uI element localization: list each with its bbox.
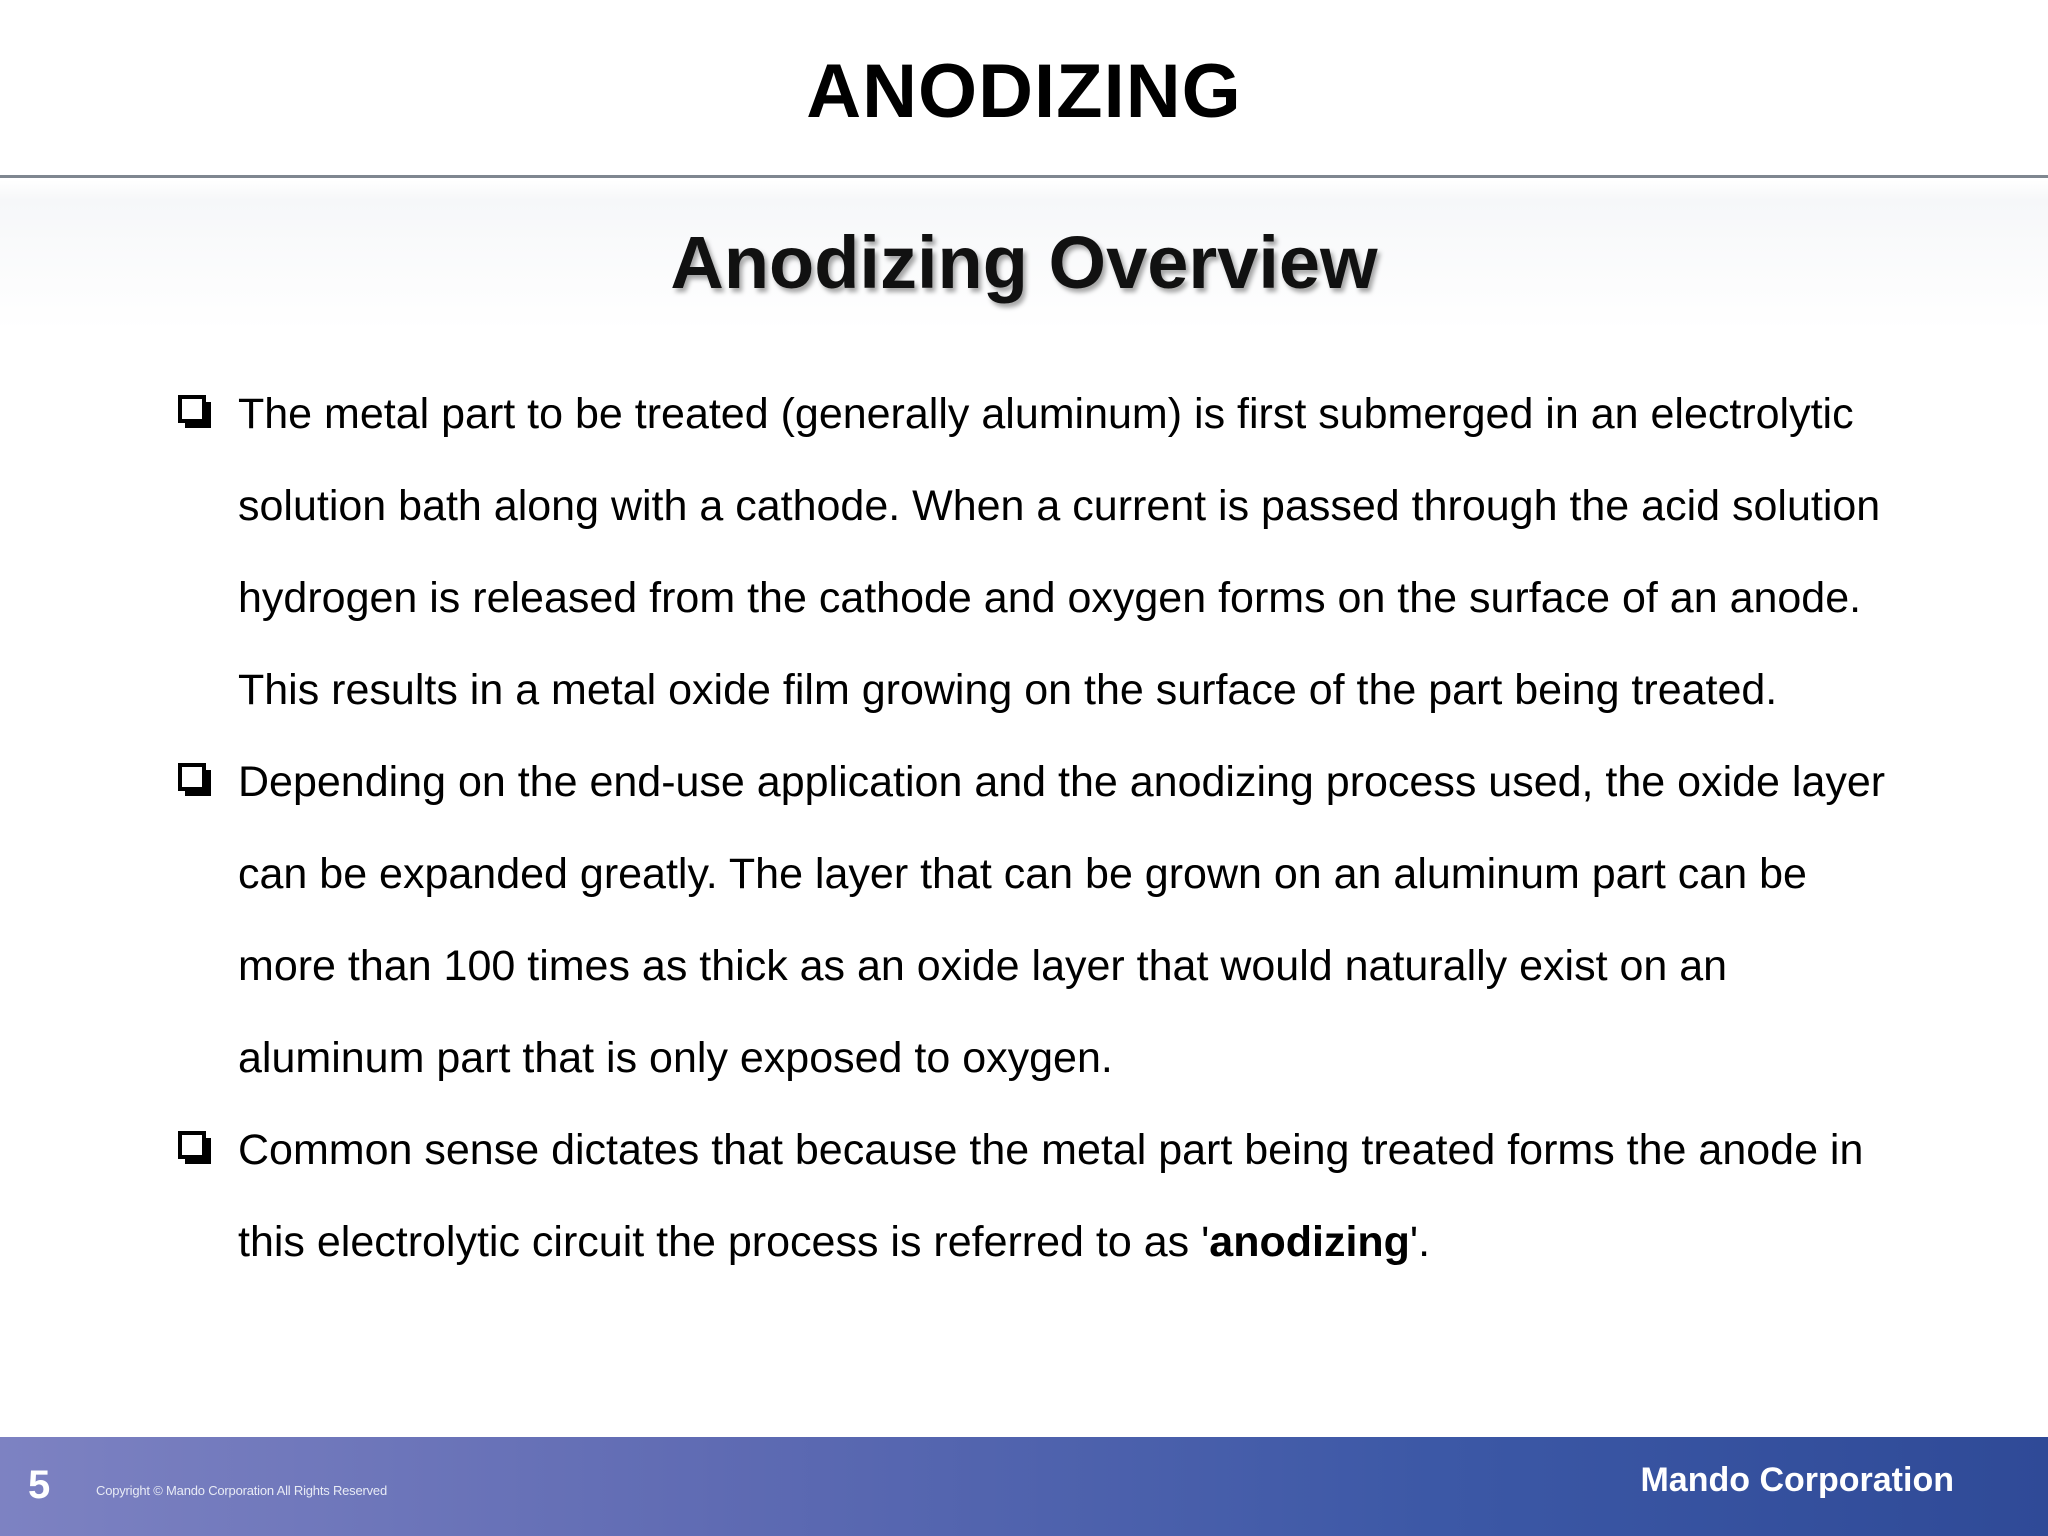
bullet-text-end: '. bbox=[1409, 1218, 1431, 1266]
page-title: ANODIZING bbox=[806, 49, 1242, 134]
bullet-list bbox=[170, 368, 1890, 1288]
list-item bbox=[170, 736, 1890, 1104]
copyright-text: Copyright © Mando Corporation All Rights Reserved bbox=[96, 1483, 387, 1498]
checkbox-icon bbox=[178, 1131, 206, 1159]
section-title: Anodizing Overview bbox=[670, 221, 1378, 304]
checkbox-icon bbox=[178, 763, 206, 791]
bullet-text: Depending on the end-use application and the anodizing process used, the oxide layer can be expanded greatly. The layer that can be grown on an aluminum part can be more than 100 times as thick as an oxide layer that would naturally exist on an aluminum part that is only exposed to oxygen. bbox=[238, 758, 1886, 1082]
checkbox-icon bbox=[178, 395, 206, 423]
brand-logo-text: Mando Corporation bbox=[1640, 1461, 1954, 1499]
footer-bar bbox=[0, 1437, 2048, 1536]
bullet-text: The metal part to be treated (generally aluminum) is first submerged in an electrolytic solution bath along with a cathode. When a current is passed through the acid solution hydrogen is released from the cathode and oxygen forms on the surface of an anode. This results in a metal oxide film growing on the surface of the part being treated. bbox=[238, 390, 1881, 714]
header-divider bbox=[0, 175, 2048, 178]
list-item bbox=[170, 1104, 1890, 1288]
list-item bbox=[170, 368, 1890, 736]
bold-term: anodizing bbox=[1209, 1218, 1410, 1266]
page-number: 5 bbox=[28, 1463, 51, 1507]
bullet-text: Common sense dictates that because the metal part being treated forms the anode in this electrolytic circuit the process is referred to as ' bbox=[238, 1126, 1864, 1266]
